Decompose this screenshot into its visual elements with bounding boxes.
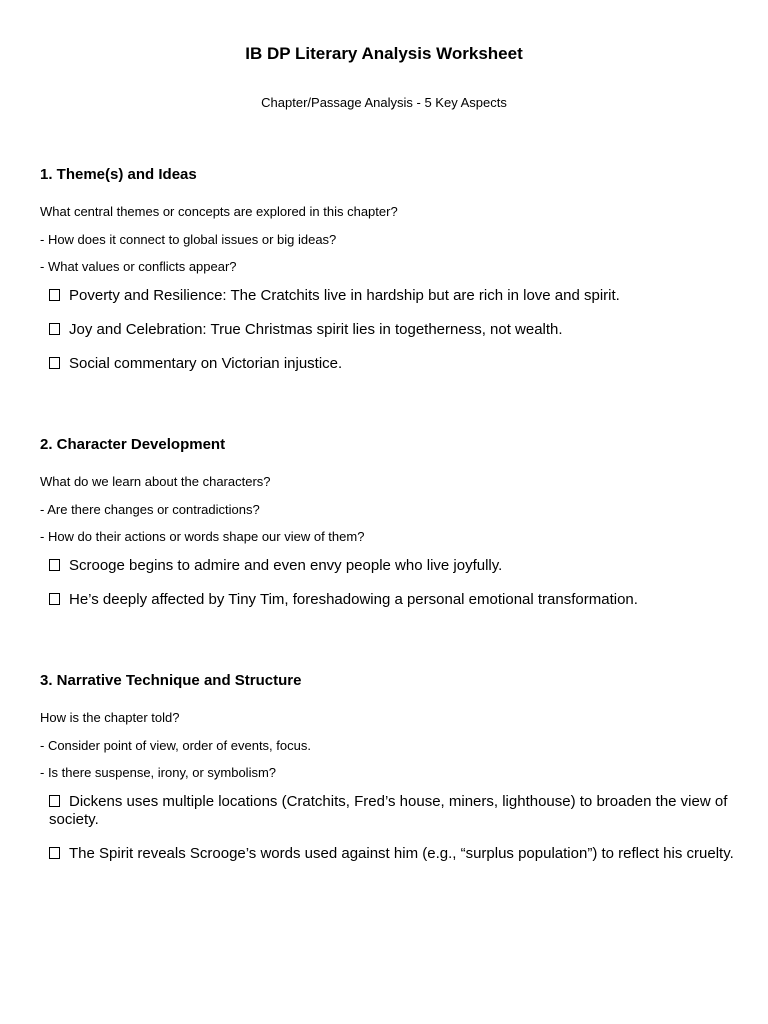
answer-list xyxy=(40,287,755,373)
prompt-line: How is the chapter told? xyxy=(40,710,180,725)
section-heading: 3. Narrative Technique and Structure xyxy=(40,672,302,689)
answer-text: He’s deeply affected by Tiny Tim, foreshadowing a personal emotional transformation. xyxy=(69,591,638,608)
checkbox-icon xyxy=(49,847,60,859)
checkbox-icon xyxy=(49,323,60,335)
section-narrative-technique xyxy=(40,671,755,879)
section-heading: 2. Character Development xyxy=(40,436,226,453)
answer-item xyxy=(49,321,755,339)
answer-list xyxy=(40,793,755,863)
prompt-line: - How do their actions or words shape our view of them? xyxy=(40,529,365,544)
answer-item xyxy=(49,793,755,829)
checkbox-icon xyxy=(49,593,60,605)
prompt-line: - Are there changes or contradictions? xyxy=(40,501,260,517)
prompt-line: - What values or conflicts appear? xyxy=(40,259,237,274)
prompt-line: - How does it connect to global issues or big ideas? xyxy=(40,231,337,247)
answer-item xyxy=(49,845,755,863)
section-themes xyxy=(40,165,755,389)
section-character-development xyxy=(40,435,755,625)
page-subtitle: Chapter/Passage Analysis - 5 Key Aspects xyxy=(261,95,507,110)
checkbox-icon xyxy=(49,289,60,301)
prompt-list xyxy=(40,709,755,781)
prompt-list xyxy=(40,473,755,545)
prompt-line: - Consider point of view, order of events, focus. xyxy=(40,737,311,753)
answer-item xyxy=(49,591,755,609)
answer-text: The Spirit reveals Scrooge’s words used against him (e.g., “surplus population”) to reflect his cruelty. xyxy=(69,845,734,862)
answer-text: Scrooge begins to admire and even envy people who live joyfully. xyxy=(69,557,503,574)
checkbox-icon xyxy=(49,357,60,369)
answer-item xyxy=(49,287,755,305)
checkbox-icon xyxy=(49,795,60,807)
answer-text: Dickens uses multiple locations (Cratchits, Fred’s house, miners, lighthouse) to broaden the view of society. xyxy=(49,793,728,828)
prompt-line: What central themes or concepts are explored in this chapter? xyxy=(40,204,398,219)
answer-item xyxy=(49,557,755,575)
answer-list xyxy=(40,557,755,609)
section-heading: 1. Theme(s) and Ideas xyxy=(40,166,197,183)
answer-item xyxy=(49,355,755,373)
prompt-line: What do we learn about the characters? xyxy=(40,474,271,489)
page-title: IB DP Literary Analysis Worksheet xyxy=(245,44,523,63)
answer-text: Poverty and Resilience: The Cratchits live in hardship but are rich in love and spirit. xyxy=(69,287,620,304)
answer-text: Social commentary on Victorian injustice. xyxy=(69,355,343,372)
prompt-list xyxy=(40,203,755,275)
answer-text: Joy and Celebration: True Christmas spirit lies in togetherness, not wealth. xyxy=(69,321,563,338)
checkbox-icon xyxy=(49,559,60,571)
prompt-line: - Is there suspense, irony, or symbolism? xyxy=(40,765,277,780)
